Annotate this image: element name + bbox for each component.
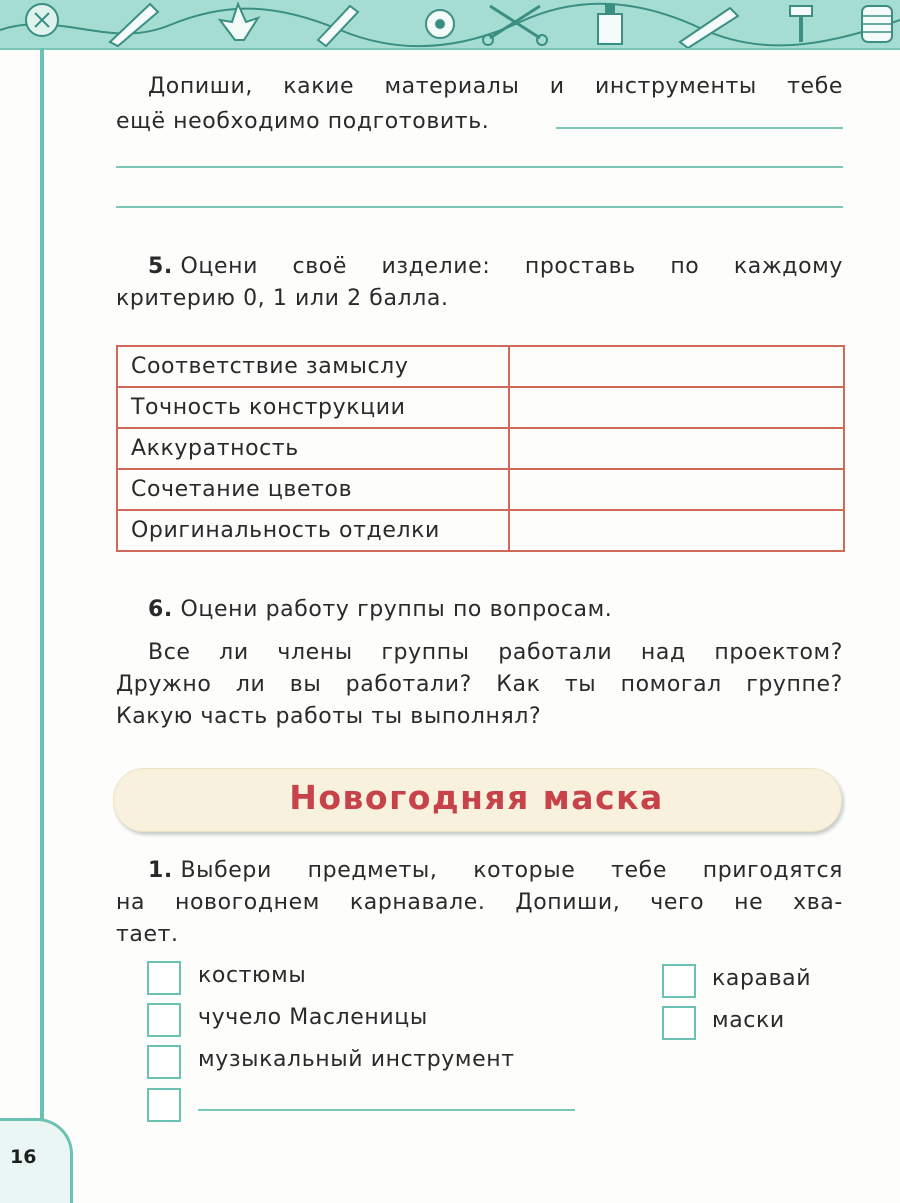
pencil-icon bbox=[318, 6, 358, 46]
answer-line[interactable] bbox=[198, 1109, 575, 1111]
checkbox-custom-item[interactable] bbox=[147, 1088, 181, 1122]
text-word: проектом? bbox=[714, 640, 843, 665]
score-cell[interactable] bbox=[509, 346, 844, 387]
table-row bbox=[117, 510, 844, 551]
text-word: на bbox=[116, 890, 146, 915]
text-word: группы bbox=[381, 640, 470, 665]
text-word: Допиши, bbox=[515, 890, 621, 915]
page-margin-line bbox=[40, 48, 44, 1128]
craft-tools-decoration bbox=[0, 0, 900, 48]
thread-spool-icon bbox=[862, 6, 892, 42]
option-label: музыкальный инструмент bbox=[198, 1047, 515, 1072]
text-word: тебе bbox=[787, 74, 843, 99]
checkbox-masks[interactable] bbox=[662, 1006, 696, 1040]
checkbox-karavai[interactable] bbox=[662, 964, 696, 998]
table-row bbox=[117, 346, 844, 387]
text-word: Все bbox=[148, 640, 191, 665]
task1-line1 bbox=[148, 858, 843, 883]
checkbox-costumes[interactable] bbox=[147, 961, 181, 995]
text-word: члены bbox=[277, 640, 353, 665]
task6-heading bbox=[148, 597, 612, 622]
text-word: работали? bbox=[345, 672, 472, 697]
section-title: Новогодняя маска bbox=[289, 778, 664, 817]
task5-line1 bbox=[148, 254, 843, 279]
text-word: каждому bbox=[733, 254, 843, 279]
text-word: предметы, bbox=[307, 858, 438, 883]
answer-line[interactable] bbox=[116, 166, 843, 168]
text-word: вы bbox=[289, 672, 322, 697]
text-word: материалы bbox=[384, 74, 520, 99]
table-row bbox=[117, 469, 844, 510]
answer-line[interactable] bbox=[116, 206, 843, 208]
text-word: которые bbox=[473, 858, 576, 883]
text-word: Дружно bbox=[116, 672, 212, 697]
text-word: ли bbox=[219, 640, 249, 665]
text-word: карнавале. bbox=[349, 890, 486, 915]
text-word: тебе bbox=[611, 858, 667, 883]
text-word: работали bbox=[498, 640, 613, 665]
task4-line1 bbox=[148, 74, 843, 99]
task-number: 5. bbox=[148, 254, 173, 279]
criterion-label: Сочетание цветов bbox=[117, 469, 509, 510]
option-label: костюмы bbox=[198, 963, 307, 988]
top-banner bbox=[0, 0, 900, 50]
button-icon bbox=[26, 4, 58, 36]
criterion-label: Аккуратность bbox=[117, 428, 509, 469]
task1-line3: тает. bbox=[116, 922, 179, 947]
task6-line2 bbox=[116, 672, 843, 697]
text-word: над bbox=[640, 640, 686, 665]
text-word: хва- bbox=[793, 890, 843, 915]
text-word: чего bbox=[650, 890, 705, 915]
text-word: не bbox=[734, 890, 764, 915]
task6-line3: Какую часть работы ты выполнял? bbox=[116, 704, 542, 729]
criterion-label: Точность конструкции bbox=[117, 387, 509, 428]
option-label: маски bbox=[712, 1008, 785, 1033]
text-word: ты bbox=[564, 672, 597, 697]
text-word: новогоднем bbox=[174, 890, 320, 915]
page-number: 16 bbox=[10, 1146, 37, 1168]
text-word: ли bbox=[235, 672, 266, 697]
task6-line1 bbox=[148, 640, 843, 665]
score-cell[interactable] bbox=[509, 387, 844, 428]
text-word: пригодятся bbox=[702, 858, 843, 883]
text-word: Выбери bbox=[180, 858, 272, 883]
text-word: Как bbox=[496, 672, 541, 697]
text-word: какие bbox=[283, 74, 355, 99]
table-row bbox=[117, 387, 844, 428]
criterion-label: Соответствие замыслу bbox=[117, 346, 509, 387]
option-label: чучело Масленицы bbox=[198, 1005, 428, 1030]
task6-heading-text: Оцени работу группы по вопросам. bbox=[180, 597, 613, 622]
task-number: 6. bbox=[148, 597, 173, 622]
task4-line2: ещё необходимо подготовить. bbox=[116, 109, 490, 134]
task-number: 1. bbox=[148, 858, 173, 883]
task5-line2: критерию 0, 1 или 2 балла. bbox=[116, 286, 449, 311]
scissors-icon bbox=[483, 6, 547, 45]
text-word: и bbox=[549, 74, 565, 99]
text-word: по bbox=[670, 254, 700, 279]
table-row bbox=[117, 428, 844, 469]
text-word: Допиши, bbox=[148, 74, 253, 99]
score-cell[interactable] bbox=[509, 428, 844, 469]
text-word: изделие: bbox=[381, 254, 491, 279]
text-word: своё bbox=[292, 254, 347, 279]
text-word: группе? bbox=[746, 672, 843, 697]
score-cell[interactable] bbox=[509, 469, 844, 510]
thread-spool-icon bbox=[426, 10, 454, 38]
checkbox-musical-instrument[interactable] bbox=[147, 1045, 181, 1079]
task1-line2 bbox=[116, 890, 843, 915]
answer-line[interactable] bbox=[556, 127, 843, 129]
text-word: инструменты bbox=[594, 74, 757, 99]
text-word: проставь bbox=[524, 254, 636, 279]
score-cell[interactable] bbox=[509, 510, 844, 551]
screw-icon bbox=[790, 6, 812, 42]
glue-bottle-icon bbox=[598, 4, 622, 44]
text-word: помогал bbox=[620, 672, 722, 697]
option-label: каравай bbox=[712, 966, 812, 991]
pencil-icon bbox=[110, 4, 158, 46]
text-word: Оцени bbox=[180, 254, 258, 279]
criteria-table bbox=[116, 345, 845, 552]
checkbox-maslenitsa-effigy[interactable] bbox=[147, 1003, 181, 1037]
criterion-label: Оригинальность отделки bbox=[117, 510, 509, 551]
ruler-icon bbox=[680, 8, 738, 48]
